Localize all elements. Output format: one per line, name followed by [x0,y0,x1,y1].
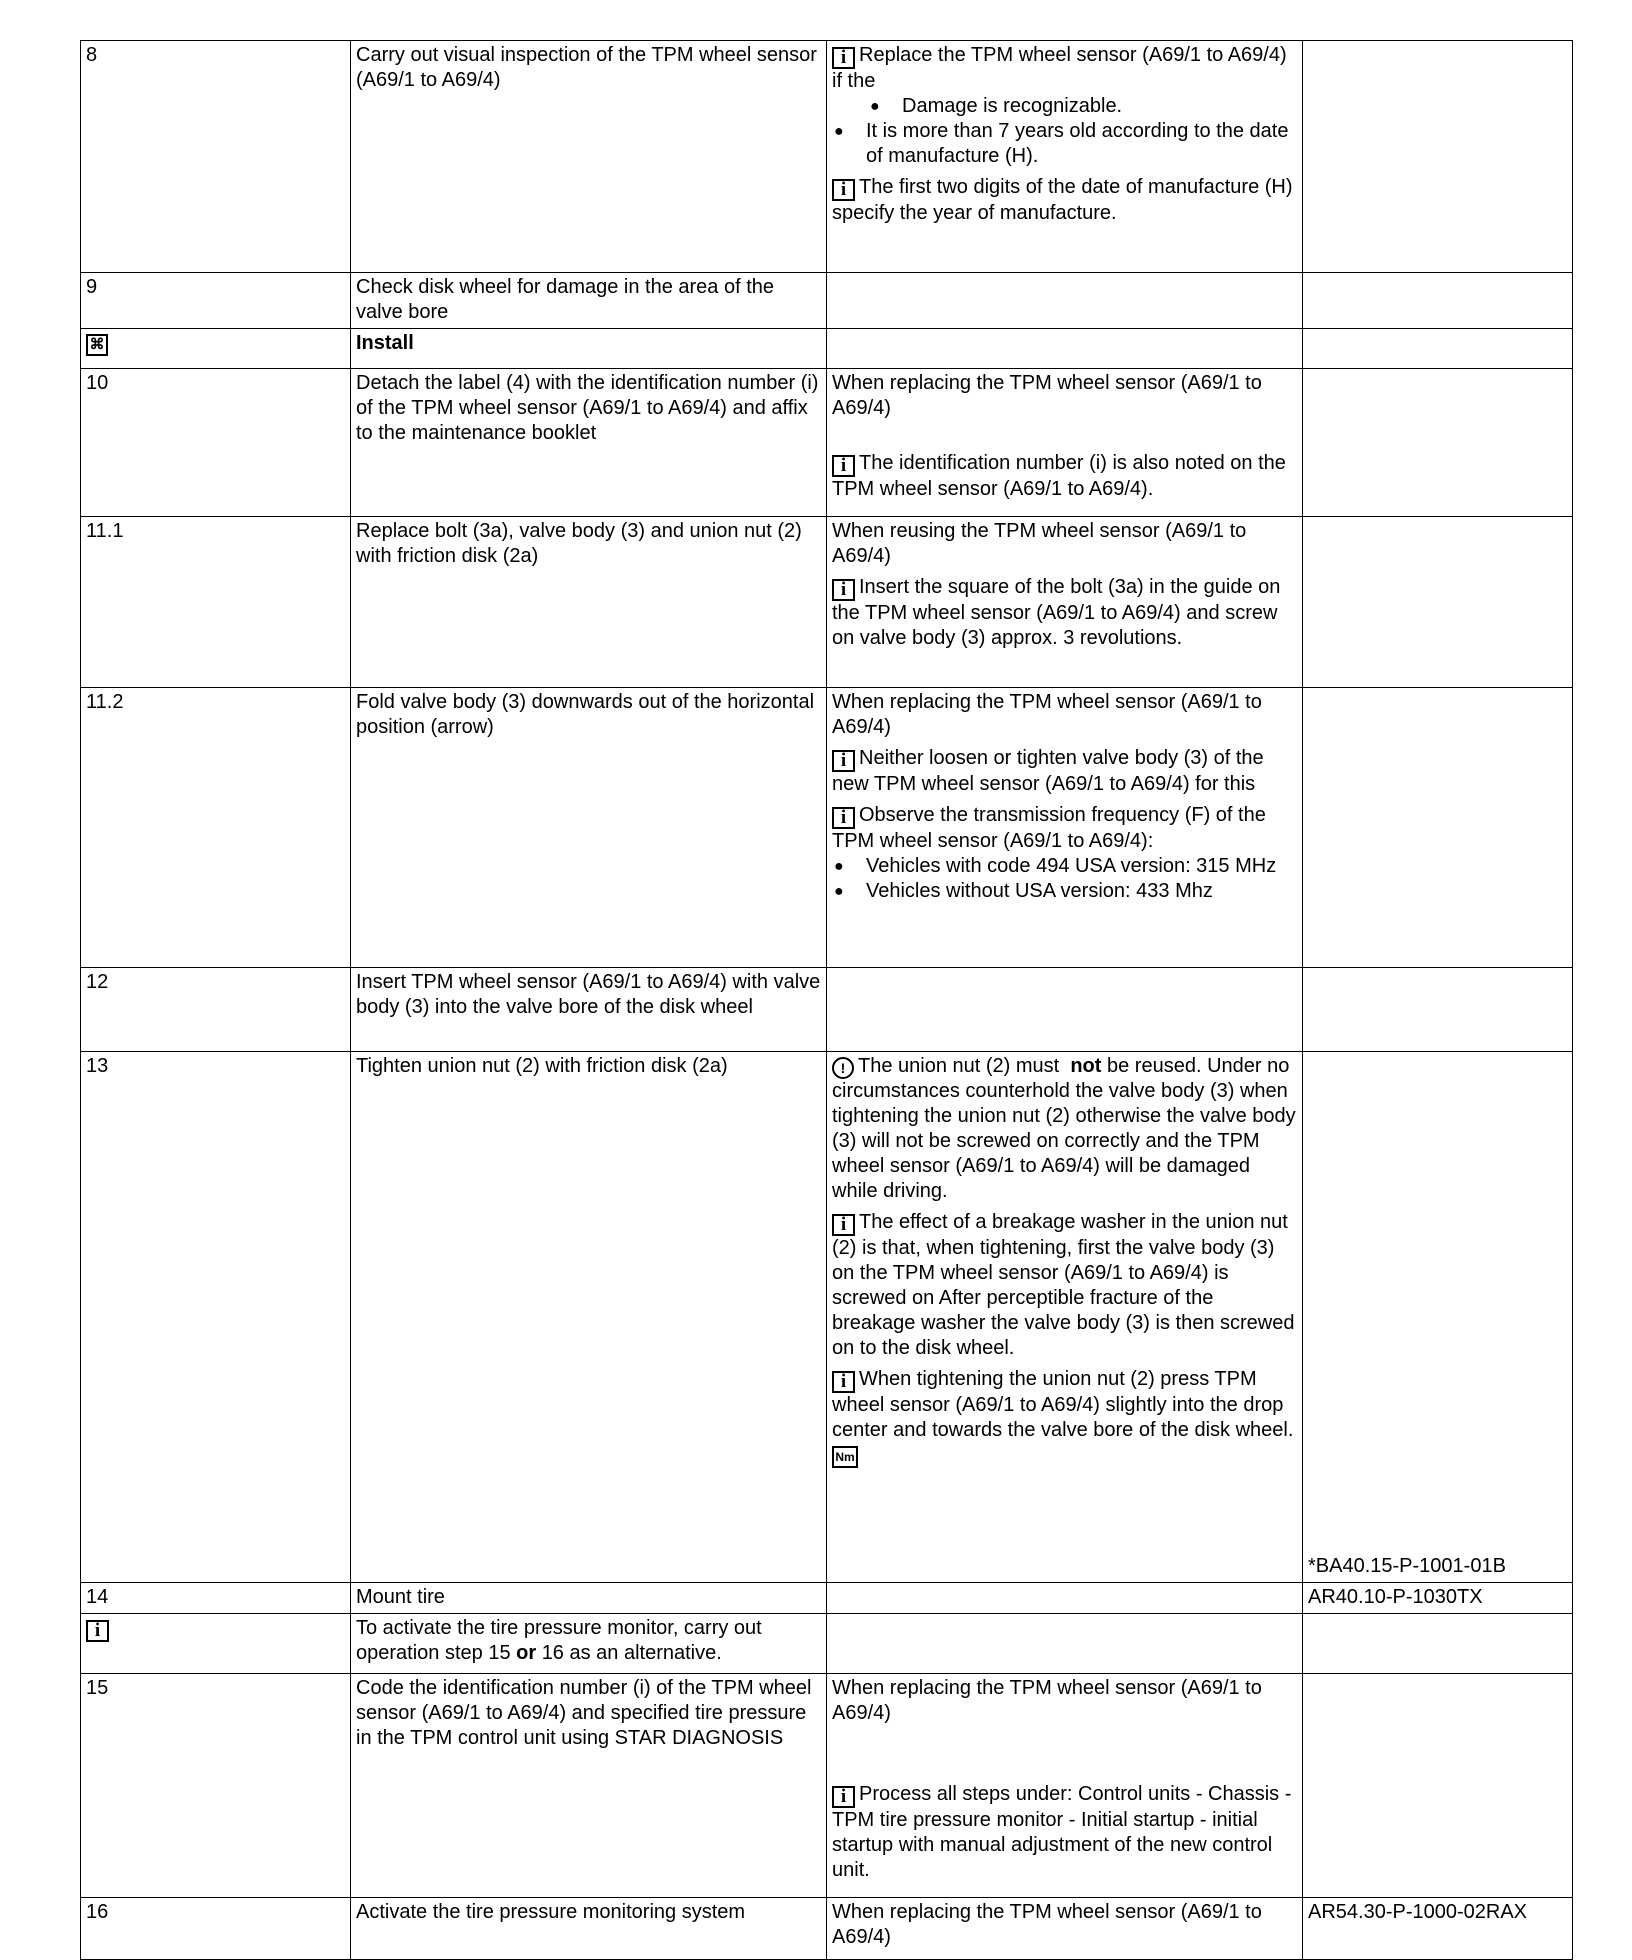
step-number: 9 [81,273,351,329]
table-row [81,517,1573,688]
step-number: 14 [81,1583,351,1614]
list-item: ● Damage is recognizable. [832,94,1297,119]
list-item: ● It is more than 7 years old according to the date of manufacture (H). [832,119,1297,169]
info-icon: i [832,579,855,601]
info-icon: i [832,750,855,772]
procedure-table [80,40,1573,1960]
reference-cell [1303,1614,1573,1674]
table-row [81,688,1573,968]
condition-text: When replacing the TPM wheel sensor (A69/1 to A69/4) [832,1901,1262,1948]
reference-cell [1303,1898,1573,1960]
info-icon: i [832,47,855,69]
step-number: 12 [81,968,351,1052]
reference-cell [1303,41,1573,273]
notes-cell: When replacing the TPM wheel sensor (A69/1 to A69/4) i Neither loosen or tighten valve body (3) of the new TPM wheel sensor (A69/1 to A69/4) for this i Observe the transmission frequency (F) of the TPM wheel sensor (A69/1 to A69/4): ● Vehicles with code 494 USA version: 315 MHz ● Vehicles without USA version: 433 Mhz [827,688,1303,968]
reference-cell [1303,517,1573,688]
install-icon: ⌘ [86,334,108,356]
notes-cell: When replacing the TPM wheel sensor (A69/1 to A69/4) i The identification number (i) is also noted on the TPM wheel sensor (A69/1 to A69/4). [827,369,1303,517]
operation-text: Carry out visual inspection of the TPM wheel sensor (A69/1 to A69/4) [351,41,827,273]
operation-text: Detach the label (4) with the identification number (i) of the TPM wheel sensor (A69/1 to A69/4) and affix to the maintenance booklet [351,369,827,517]
notes-cell: i Replace the TPM wheel sensor (A69/1 to A69/4) if the ● Damage is recognizable. ● It is more than 7 years old according to the date of manufacture (H). i The first two digits of the date of manufacture (H) specify the year of manufacture. [827,41,1303,273]
reference-cell [1303,1583,1573,1614]
reference-cell [1303,369,1573,517]
reference-cell [1303,329,1573,369]
step-number: 11.1 [81,517,351,688]
notes-cell [827,273,1303,329]
operation-text: Mount tire [351,1583,827,1614]
info-icon: i [832,1214,855,1236]
install-icon-cell [81,329,351,369]
notes-cell: ! The union nut (2) must not be reused. Under no circumstances counterhold the valve body (3) when tightening the union nut (2) otherwise the valve body (3) will not be screwed on correctly and the TPM wheel sensor (A69/1 to A69/4) will be damaged while driving. i The effect of a breakage washer in the union nut (2) is that, when tightening, first the valve body (3) on the TPM wheel sensor (A69/1 to A69/4) is screwed on After perceptible fracture of the breakage washer the valve body (3) is then screwed on to the disk wheel. i When tightening the union nut (2) press TPM wheel sensor (A69/1 to A69/4) slightly into the drop center and towards the valve bore of the disk wheel. Nm [827,1052,1303,1583]
list-item: ● Vehicles without USA version: 433 Mhz [832,879,1297,904]
operation-text: Insert TPM wheel sensor (A69/1 to A69/4) with valve body (3) into the valve bore of the disk wheel [351,968,827,1052]
warning-icon: ! [832,1057,854,1079]
condition-text: When replacing the TPM wheel sensor (A69/1 to A69/4) [832,372,1262,419]
table-row [81,1052,1573,1583]
step-number: 15 [81,1674,351,1898]
reference-link[interactable]: *BA40.15-P-1001-01B [1308,1555,1506,1577]
notes-cell: When replacing the TPM wheel sensor (A69/1 to A69/4) i Process all steps under: Control units - Chassis - TPM tire pressure monitor - Initial startup - initial startup with manual adjustment of the new control unit. [827,1674,1303,1898]
reference-link[interactable]: AR40.10-P-1030TX [1308,1586,1483,1608]
operation-text: Code the identification number (i) of the TPM wheel sensor (A69/1 to A69/4) and specified tire pressure in the TPM control unit using STAR DIAGNOSIS [351,1674,827,1898]
table-row [81,1614,1573,1674]
reference-cell [1303,1052,1573,1583]
table-row [81,369,1573,517]
torque-icon: Nm [832,1446,858,1468]
notes-cell [827,1614,1303,1674]
notes-cell [827,1898,1303,1960]
info-icon: i [86,1620,109,1642]
notes-cell [827,1583,1303,1614]
table-row [81,1583,1573,1614]
table-row [81,273,1573,329]
condition-text: When reusing the TPM wheel sensor (A69/1 to A69/4) [832,520,1247,567]
operation-text: Fold valve body (3) downwards out of the horizontal position (arrow) [351,688,827,968]
step-number: 16 [81,1898,351,1960]
info-icon: i [832,455,855,477]
condition-text: When replacing the TPM wheel sensor (A69/1 to A69/4) [832,691,1262,738]
reference-cell [1303,273,1573,329]
reference-link[interactable]: AR54.30-P-1000-02RAX [1308,1901,1528,1923]
reference-cell [1303,968,1573,1052]
notes-cell [827,329,1303,369]
info-icon: i [832,807,855,829]
info-icon: i [832,1371,855,1393]
section-title: Install [351,329,827,369]
list-item: ● Vehicles with code 494 USA version: 315 MHz [832,854,1297,879]
table-row [81,968,1573,1052]
table-row [81,1674,1573,1898]
table-row [81,41,1573,273]
operation-text: Activate the tire pressure monitoring system [351,1898,827,1960]
step-number: 10 [81,369,351,517]
notes-cell [827,968,1303,1052]
step-number: 8 [81,41,351,273]
operation-text: To activate the tire pressure monitor, carry out operation step 15 or 16 as an alternative. [351,1614,827,1674]
table-row [81,1898,1573,1960]
section-header-row [81,329,1573,369]
step-number: 13 [81,1052,351,1583]
reference-cell [1303,688,1573,968]
info-icon-cell [81,1614,351,1674]
operation-text: Tighten union nut (2) with friction disk (2a) [351,1052,827,1583]
step-number: 11.2 [81,688,351,968]
notes-cell: When reusing the TPM wheel sensor (A69/1 to A69/4) i Insert the square of the bolt (3a) in the guide on the TPM wheel sensor (A69/1 to A69/4) and screw on valve body (3) approx. 3 revolutions. [827,517,1303,688]
info-icon: i [832,1786,855,1808]
condition-text: When replacing the TPM wheel sensor (A69/1 to A69/4) [832,1677,1262,1724]
reference-cell [1303,1674,1573,1898]
operation-text: Replace bolt (3a), valve body (3) and union nut (2) with friction disk (2a) [351,517,827,688]
info-icon: i [832,179,855,201]
operation-text: Check disk wheel for damage in the area of the valve bore [351,273,827,329]
